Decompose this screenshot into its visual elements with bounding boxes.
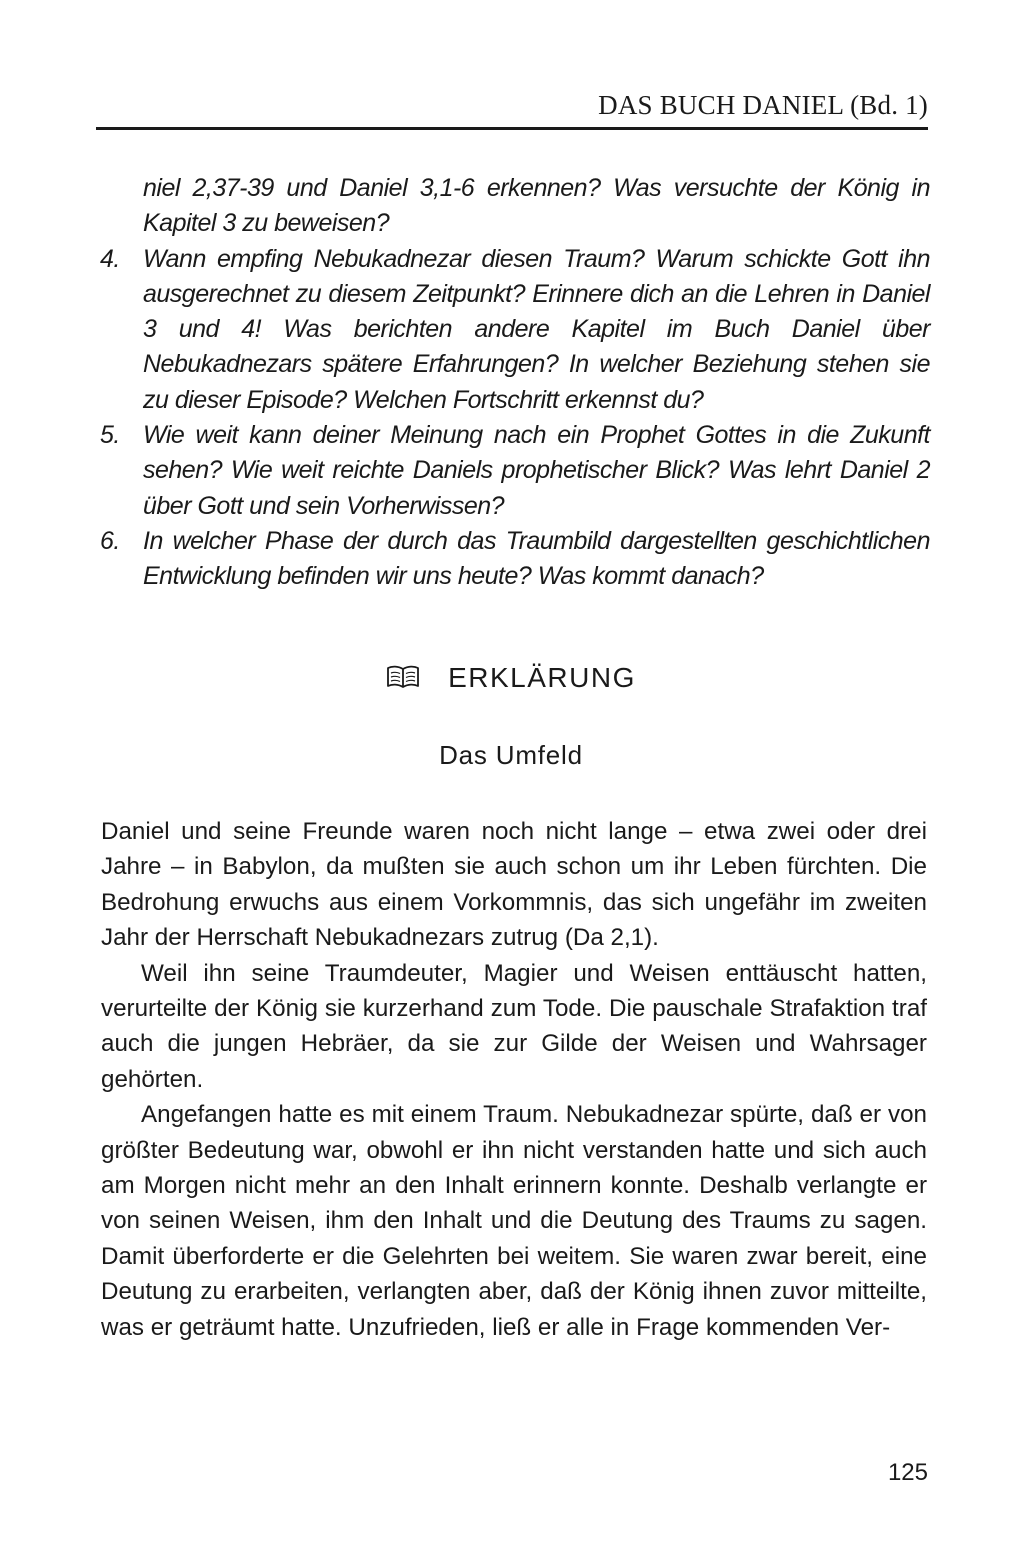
question-text: Wie weit kann deiner Meinung nach ein Prophet Gottes in die Zukunft sehen? Wie weit reichte Daniels prophetischer Blick? Was lehrt Daniel 2 über Gott und sein Vorherwissen?: [143, 421, 930, 520]
question-text: niel 2,37-39 und Daniel 3,1-6 erkennen? Was versuchte der König in Kapitel 3 zu beweisen?: [143, 174, 930, 238]
section-heading-text: ERKLÄRUNG: [448, 662, 636, 693]
question-number: 6.: [100, 526, 120, 555]
paragraph: Daniel und seine Freunde waren noch nicht lange – etwa zwei oder drei Jahre – in Babylon, da mußten sie auch schon um ihr Leben fürchten. Die Bedrohung erwuchs aus einem Vorkommnis, das sich ungefähr im zweiten Jahr der Herrschaft Nebukadnezars zutrug (Da 2,1).: [101, 818, 927, 952]
question-text: In welcher Phase der durch das Traumbild dargestellten geschichtlichen Entwicklung befinden wir uns heute? Was kommt danach?: [143, 526, 930, 591]
header-rule: [96, 127, 928, 130]
question-item: [100, 242, 930, 418]
subsection-heading: Das Umfeld: [439, 740, 583, 770]
section-heading: [0, 662, 1022, 694]
page-number: 125: [887, 1459, 928, 1486]
paragraph: Angefangen hatte es mit einem Traum. Nebukadnezar spürte, daß er von größter Bedeutung war, obwohl er ihn nicht verstanden hatte und sich auch am Morgen nicht mehr an den Inhalt erinnern konnte. Deshalb verlangte er von seinen Weisen, ihm den Inhalt und die Deutung des Traums zu sagen. Damit überforderte er die Gelehrten bei weitem. Sie waren zwar bereit, eine Deutung zu erarbeiten, verlangten aber, daß der König ihnen zuvor mitteilte, was er geträumt hatte. Unzufrieden, ließ er alle in Frage kommenden Ver-: [101, 1101, 927, 1341]
question-number: 5.: [100, 421, 120, 450]
question-number: 4.: [100, 244, 120, 273]
running-head: DAS BUCH DANIEL (Bd. 1): [598, 90, 928, 120]
question-text: Wann empfing Nebukadnezar diesen Traum? Warum schickte Gott ihn ausgerechnet zu diesem Zeitpunkt? Erinnere dich an die Lehren in Daniel 3 und 4! Was berichten andere Kapitel im Buch Daniel über Nebukadnezars spätere Erfahrungen? In welcher Beziehung stehen sie zu dieser Episode? Welchen Fortschritt erkennst du?: [143, 244, 930, 414]
paragraph: Weil ihn seine Traumdeuter, Magier und Weisen enttäuscht hatten, verurteilte der König sie kurzerhand zum Tode. Die pauschale Strafaktion traf auch die jungen Hebräer, da sie zur Gilde der Weisen und Wahrsager gehörten.: [101, 959, 927, 1093]
study-questions-list: [100, 171, 930, 595]
question-item: [100, 524, 930, 595]
question-item: [100, 171, 930, 242]
question-item: [100, 418, 930, 524]
body-text: [101, 814, 927, 1345]
open-book-icon: [386, 664, 420, 690]
